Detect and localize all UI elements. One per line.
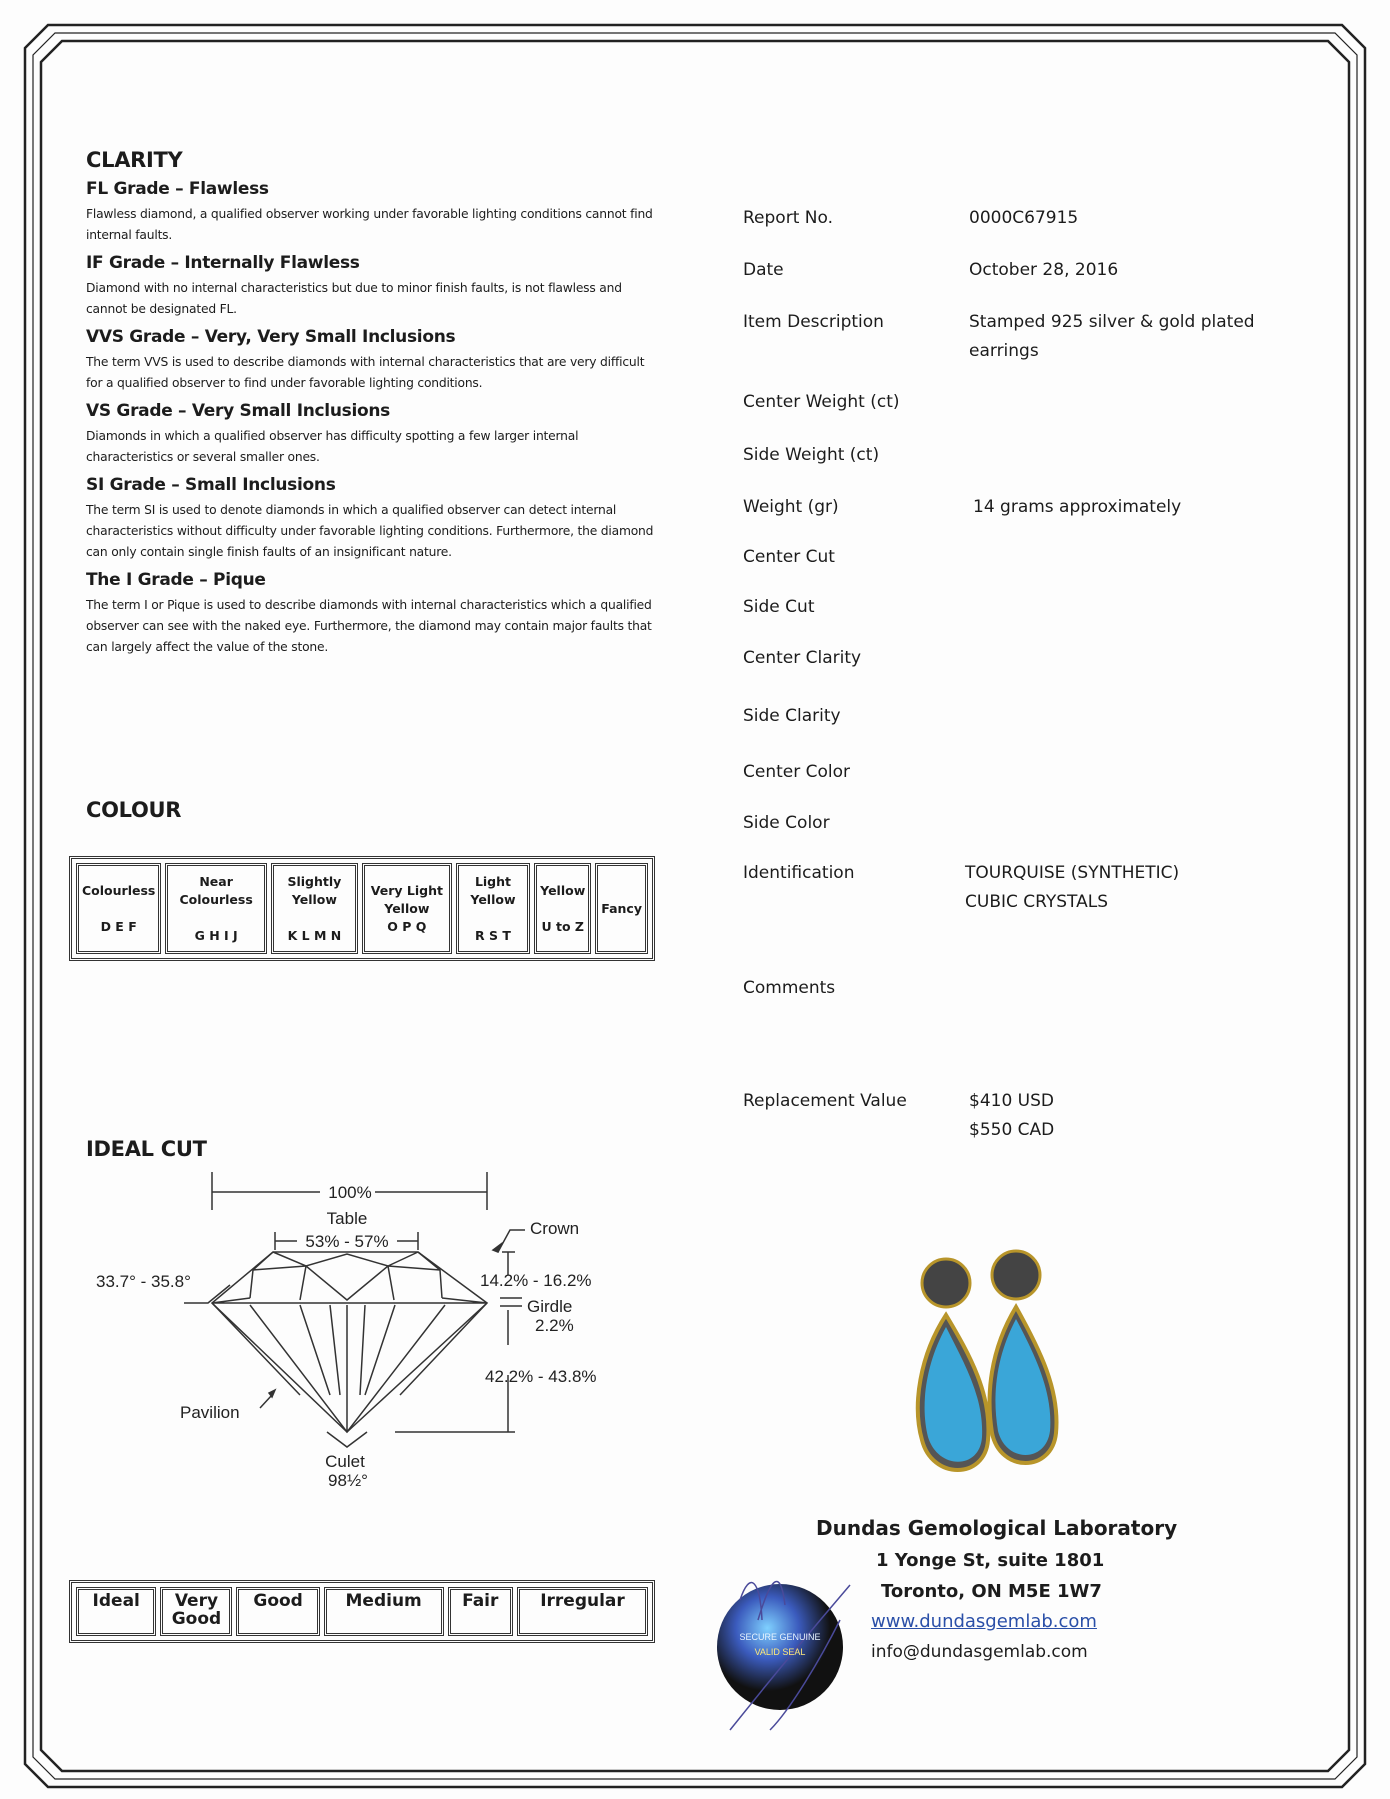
colour-name: Near Colourless bbox=[179, 873, 253, 907]
colour-letters: R S T bbox=[475, 927, 511, 943]
colour-letters: U to Z bbox=[541, 918, 584, 934]
ideal-cut-title: IDEAL CUT bbox=[86, 1137, 207, 1161]
field-label: Center Color bbox=[743, 762, 851, 782]
field-label: Weight (gr) bbox=[743, 497, 839, 517]
cut-grade-cell: Fair bbox=[448, 1587, 514, 1636]
hologram-seal bbox=[700, 1560, 870, 1740]
cut-grade-cell: Irregular bbox=[517, 1587, 648, 1636]
field-label: Comments bbox=[743, 978, 836, 998]
field-label: Date bbox=[743, 260, 784, 280]
field-value: 0000C67915 bbox=[969, 208, 1079, 228]
culet-angle-label: 98½° bbox=[328, 1471, 368, 1490]
field-label: Side Color bbox=[743, 813, 830, 833]
field-value-line2: earrings bbox=[969, 341, 1039, 361]
crown-angle-label: 33.7° - 35.8° bbox=[96, 1272, 191, 1291]
grade-body: The term I or Pique is used to describe diamonds with internal characteristics which a qualified observer can see with the naked eye. Furthermore, the diamond may contain major faults that can largely affect the value of the stone. bbox=[86, 598, 652, 654]
grade-body: Diamonds in which a qualified observer has difficulty spotting a few larger internal characteristics or several smaller ones. bbox=[86, 429, 579, 464]
grade-heading: SI Grade – Small Inclusions bbox=[86, 475, 336, 495]
colour-name: Light Yellow bbox=[470, 873, 516, 907]
field-label: Identification bbox=[743, 863, 855, 883]
colour-letters: D E F bbox=[100, 918, 137, 934]
cut-grade-cell: Ideal bbox=[76, 1587, 156, 1636]
colour-name: Very Light Yellow bbox=[370, 882, 443, 916]
grade-heading: The I Grade – Pique bbox=[86, 570, 266, 590]
colour-letters: K L M N bbox=[287, 927, 342, 943]
grade-heading: IF Grade – Internally Flawless bbox=[86, 253, 360, 273]
field-label: Side Clarity bbox=[743, 706, 841, 726]
colour-name: Colourless bbox=[82, 882, 156, 898]
cut-grade-cell: Medium bbox=[324, 1587, 444, 1636]
pavilion-depth-label: 42.2% - 43.8% bbox=[485, 1367, 597, 1386]
cut-grade-cell: Very Good bbox=[160, 1587, 232, 1636]
lab-email: info@dundasgemlab.com bbox=[871, 1642, 1088, 1662]
grade-body: The term SI is used to denote diamonds in which a qualified observer can detect internal characteristics without difficulty under favorable lighting conditions. Furthermore, the diamond can only contain single finish faults of an insignificant nature. bbox=[86, 503, 654, 559]
colour-letters: O P Q bbox=[387, 918, 427, 934]
field-label: Center Clarity bbox=[743, 648, 862, 668]
grade-heading: FL Grade – Flawless bbox=[86, 179, 269, 199]
field-value-line2: $550 CAD bbox=[969, 1120, 1055, 1140]
cut-grade-cell: Good bbox=[236, 1587, 319, 1636]
svg-text:VALID SEAL: VALID SEAL bbox=[754, 1647, 806, 1657]
field-value-line2: CUBIC CRYSTALS bbox=[965, 892, 1108, 912]
diamond-cut-diagram bbox=[0, 0, 700, 1500]
field-label: Replacement Value bbox=[743, 1091, 907, 1111]
colour-letters: G H I J bbox=[194, 927, 238, 943]
grade-body: Diamond with no internal characteristics but due to minor finish faults, is not flawless and cannot be designated FL. bbox=[86, 281, 622, 316]
table-pct-label: 53% - 57% bbox=[305, 1232, 389, 1251]
colour-name: Fancy bbox=[601, 900, 642, 916]
grade-body: Flawless diamond, a qualified observer working under favorable lighting conditions cannot find internal faults. bbox=[86, 207, 653, 242]
field-value: 14 grams approximately bbox=[973, 497, 1182, 517]
field-value: TOURQUISE (SYNTHETIC) bbox=[965, 863, 1180, 883]
width-label: 100% bbox=[328, 1183, 372, 1202]
pavilion-label: Pavilion bbox=[180, 1403, 240, 1422]
grade-body: The term VVS is used to describe diamonds with internal characteristics that are very difficult for a qualified observer to find under favorable lighting conditions. bbox=[86, 355, 645, 390]
field-label: Report No. bbox=[743, 208, 833, 228]
lab-website-link[interactable]: www.dundasgemlab.com bbox=[871, 1611, 1097, 1632]
cut-grade-table bbox=[69, 1580, 655, 1643]
field-label: Side Weight (ct) bbox=[743, 445, 880, 465]
field-value: October 28, 2016 bbox=[969, 260, 1119, 280]
colour-name: Yellow bbox=[540, 882, 586, 898]
field-value: $410 USD bbox=[969, 1091, 1054, 1111]
crown-height-label: 14.2% - 16.2% bbox=[480, 1271, 592, 1290]
lab-address-line2: Toronto, ON M5E 1W7 bbox=[881, 1581, 1102, 1602]
girdle-label: Girdle bbox=[527, 1297, 573, 1316]
earrings-photo bbox=[900, 1245, 1070, 1490]
clarity-title: CLARITY bbox=[86, 148, 183, 172]
field-label: Side Cut bbox=[743, 597, 815, 617]
culet-label: Culet bbox=[325, 1452, 365, 1471]
crown-label: Crown bbox=[530, 1219, 580, 1238]
colour-title: COLOUR bbox=[86, 798, 182, 822]
lab-address-line1: 1 Yonge St, suite 1801 bbox=[876, 1550, 1105, 1571]
field-label: Item Description bbox=[743, 312, 884, 332]
field-label: Center Cut bbox=[743, 547, 835, 567]
field-value: Stamped 925 silver & gold plated bbox=[969, 312, 1255, 332]
colour-name: Slightly Yellow bbox=[287, 873, 342, 907]
svg-text:SECURE GENUINE: SECURE GENUINE bbox=[739, 1632, 821, 1642]
table-label: Table bbox=[326, 1209, 368, 1228]
grade-heading: VVS Grade – Very, Very Small Inclusions bbox=[86, 327, 456, 347]
lab-name: Dundas Gemological Laboratory bbox=[816, 1516, 1178, 1540]
field-label: Center Weight (ct) bbox=[743, 392, 900, 412]
girdle-pct-label: 2.2% bbox=[535, 1316, 574, 1335]
grade-heading: VS Grade – Very Small Inclusions bbox=[86, 401, 390, 421]
